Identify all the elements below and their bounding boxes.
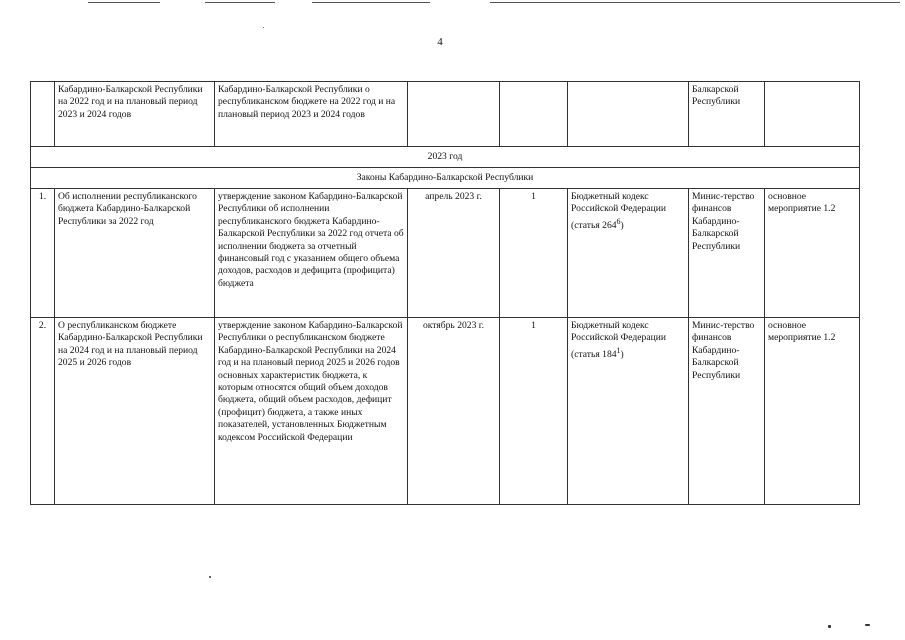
basis-text: Бюджетный кодекс Российской Федерации (статья 264 — [571, 191, 666, 231]
cell-num — [31, 82, 55, 147]
table-row — [31, 189, 860, 318]
cell-activity: основное мероприятие 1.2 — [765, 189, 860, 318]
cell-activity — [765, 82, 860, 147]
cell-content: утверждение законом Кабардино-Балкарской Республики об исполнении республиканского бюджета Кабардино-Балкарской Республики за 2022 год отчета об исполнении бюджета за отчетный финансовый год с указанием общего объема доходов, расходов и дефицита (профицита) бюджета — [215, 189, 408, 318]
page-number: 4 — [437, 36, 443, 48]
cell-count: 1 — [500, 189, 568, 318]
cell-count: 1 — [500, 318, 568, 505]
cell-basis — [568, 82, 689, 147]
cell-basis — [568, 189, 689, 318]
cell-responsible: Минис-терство финансов Кабардино-Балкарской Республики — [689, 318, 765, 505]
basis-text: Бюджетный кодекс Российской Федерации (статья 184 — [571, 320, 666, 360]
scan-speck — [865, 624, 870, 626]
basis-close: ) — [620, 220, 624, 231]
cell-name: Кабардино-Балкарской Республики на 2022 год и на плановый период 2023 и 2024 годов — [55, 82, 215, 147]
row-number: 2. — [31, 318, 55, 505]
scan-artifact-line — [312, 2, 430, 3]
scan-speck — [263, 27, 264, 28]
scan-artifact-line — [490, 2, 900, 3]
cell-content: утверждение законом Кабардино-Балкарской Республики о республиканском бюджете Кабардино-Балкарской Республики на 2024 год и на плановый период 2025 и 2026 годов основных характеристик бюджета, к которым относятся общий объем доходов бюджета, общий объем расходов, дефицит (профицит) бюджета, а также иных показателей, установленных Бюджетным кодексом Российской Федерации — [215, 318, 408, 505]
basis-close: ) — [620, 349, 624, 360]
cell-responsible: Минис-терство финансов Кабардино-Балкарской Республики — [689, 189, 765, 318]
cell-count — [500, 82, 568, 147]
cell-name: О республиканском бюджете Кабардино-Балкарской Республики на 2024 год и на плановый период 2025 и 2026 годов — [55, 318, 215, 505]
plan-table — [30, 81, 860, 505]
row-number: 1. — [31, 189, 55, 318]
basis-superscript: 1 — [616, 345, 621, 355]
scan-speck — [828, 625, 831, 628]
scan-speck — [209, 576, 211, 578]
section-laws: Законы Кабардино-Балкарской Республики — [31, 168, 860, 189]
section-year-row — [31, 147, 860, 168]
cell-date — [408, 82, 500, 147]
section-laws-row — [31, 168, 860, 189]
cell-date: апрель 2023 г. — [408, 189, 500, 318]
scan-artifact-line — [205, 2, 275, 3]
section-year: 2023 год — [31, 147, 860, 168]
table-row — [31, 318, 860, 505]
cell-date: октябрь 2023 г. — [408, 318, 500, 505]
cell-responsible: Балкарской Республики — [689, 82, 765, 147]
cell-content: Кабардино-Балкарской Республики о республиканском бюджете на 2022 год и на плановый период 2023 и 2024 годов — [215, 82, 408, 147]
basis-superscript: 6 — [616, 216, 621, 226]
cell-name: Об исполнении республиканского бюджета Кабардино-Балкарской Республики за 2022 год — [55, 189, 215, 318]
cell-basis — [568, 318, 689, 505]
cell-activity: основное мероприятие 1.2 — [765, 318, 860, 505]
continuation-row — [31, 82, 860, 147]
scan-artifact-line — [88, 2, 160, 3]
